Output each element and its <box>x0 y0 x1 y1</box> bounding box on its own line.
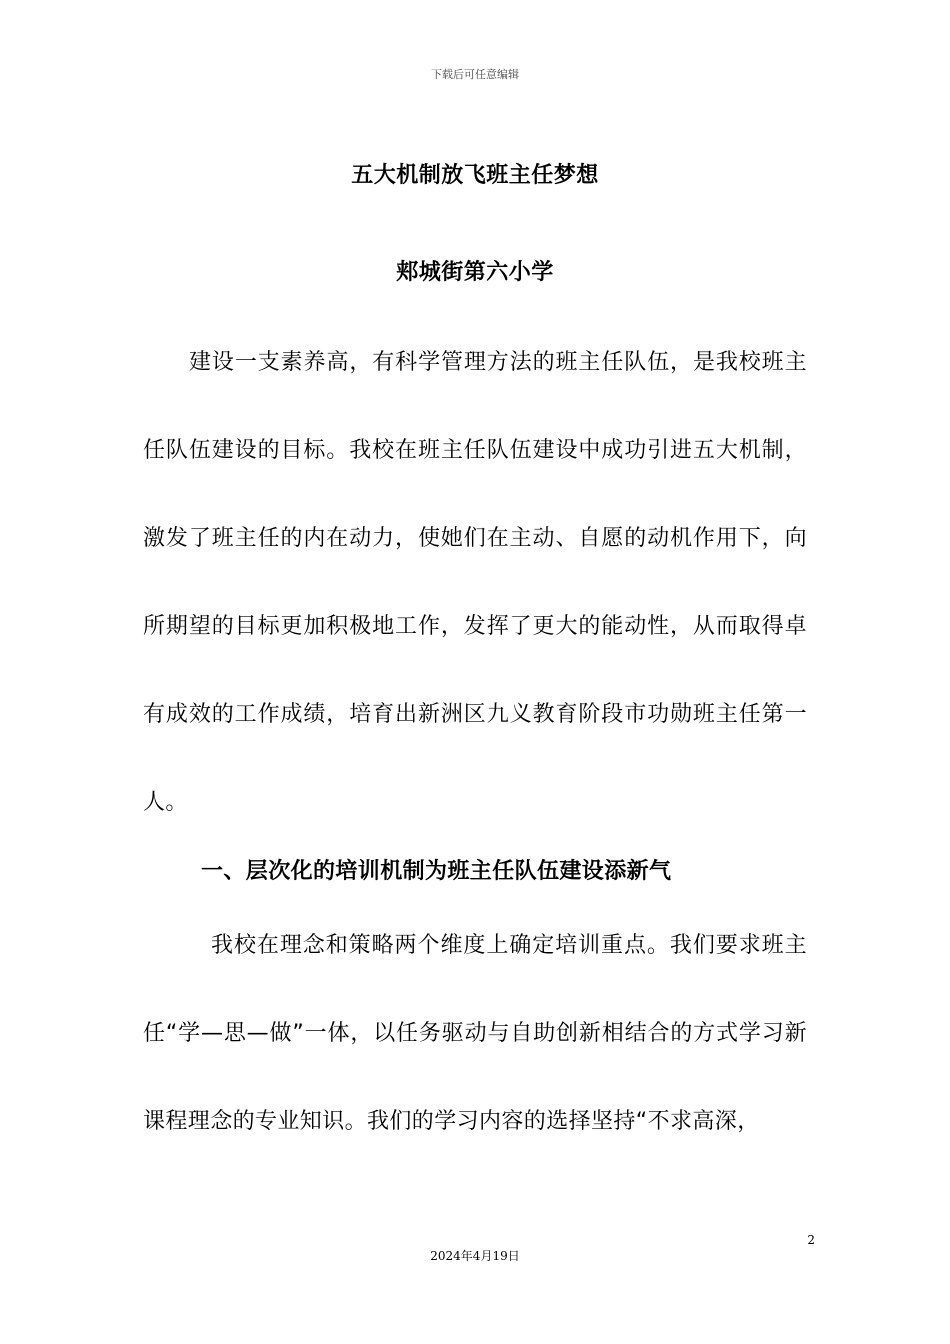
paragraph-training: 我校在理念和策略两个维度上确定培训重点。我们要求班主任“学—思—做”一体，以任务驱动与自助创新相结合的方式学习新课程理念的专业知识。我们的学习内容的选择坚持“不求高深， <box>143 933 807 1134</box>
footer-date: 2024年4月19日 <box>430 1249 520 1263</box>
header-note: 下载后可任意编辑 <box>431 68 519 81</box>
document-subtitle: 郏城街第六小学 <box>396 260 554 285</box>
document-title: 五大机制放飞班主任梦想 <box>351 163 599 188</box>
section-heading: 一、层次化的培训机制为班主任队伍建设添新气 <box>201 859 672 884</box>
page-number: 2 <box>807 1233 815 1247</box>
paragraph-intro: 建设一支素养高，有科学管理方法的班主任队伍，是我校班主任队伍建设的目标。我校在班主任队伍建设中成功引进五大机制，激发了班主任的内在动力，使她们在主动、自愿的动机作用下，向所期望的目标更加积极地工作，发挥了更大的能动性，从而取得卓有成效的工作成绩，培育出新洲区九义教育阶段市功勋班主任第一人。 <box>143 350 807 815</box>
